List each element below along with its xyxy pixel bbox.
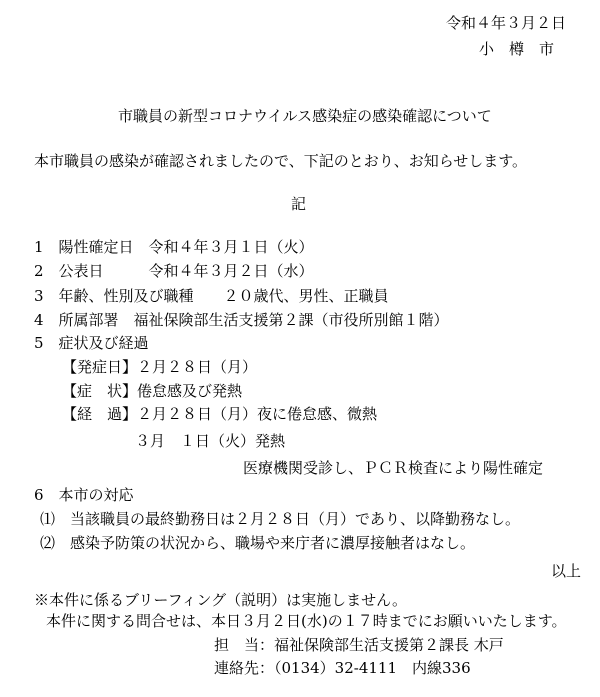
course-line-3: 医療機関受診し、ＰＣＲ検査により陽性確定 xyxy=(243,459,544,477)
course-line-1: 【経 過】２月２８日（月）夜に倦怠感、微熱 xyxy=(62,405,378,423)
item-response-heading: 6 本市の対応 xyxy=(34,486,134,504)
inquiry-note: 本件に関する問合せは、本日３月２日(水)の１７時までにお願いいたします。 xyxy=(46,612,567,630)
briefing-note: ※本件に係るブリーフィング（説明）は実施しません。 xyxy=(34,591,408,609)
response-line-2: ⑵ 感染予防策の状況から、職場や来庁者に濃厚接触者はなし。 xyxy=(40,534,476,552)
item-positive-date: 1 陽性確定日 令和４年３月１日（火） xyxy=(34,238,314,256)
intro-text: 本市職員の感染が確認されましたので、下記のとおり、お知らせします。 xyxy=(34,152,528,170)
item-symptoms-heading: 5 症状及び経過 xyxy=(34,334,149,352)
issue-date: 令和４年３月２日 xyxy=(446,14,567,32)
course-line-2: ３月 １日（火）発熱 xyxy=(135,432,286,450)
onset-line: 【発症日】２月２８日（月） xyxy=(62,358,258,376)
item-department: 4 所属部署 福祉保険部生活支援第２課（市役所別館１階） xyxy=(34,311,449,329)
item-profile: 3 年齢、性別及び職種 ２０歳代、男性、正職員 xyxy=(34,287,389,305)
closing-mark: 以上 xyxy=(551,562,582,580)
item-announce-date: 2 公表日 令和４年３月２日（水） xyxy=(34,262,314,280)
contact-person: 担 当：福祉保険部生活支援第２課長 木戸 xyxy=(214,636,504,654)
ki-label: 記 xyxy=(291,195,307,213)
issuer: 小 樽 市 xyxy=(479,40,555,58)
contact-phone: 連絡先：（0134）32-4111 内線336 xyxy=(214,659,471,677)
response-line-1: ⑴ 当該職員の最終勤務日は２月２８日（月）であり、以降勤務なし。 xyxy=(40,510,521,528)
symptom-line: 【症 状】倦怠感及び発熱 xyxy=(62,382,243,400)
document-title: 市職員の新型コロナウイルス感染症の感染確認について xyxy=(118,107,492,125)
